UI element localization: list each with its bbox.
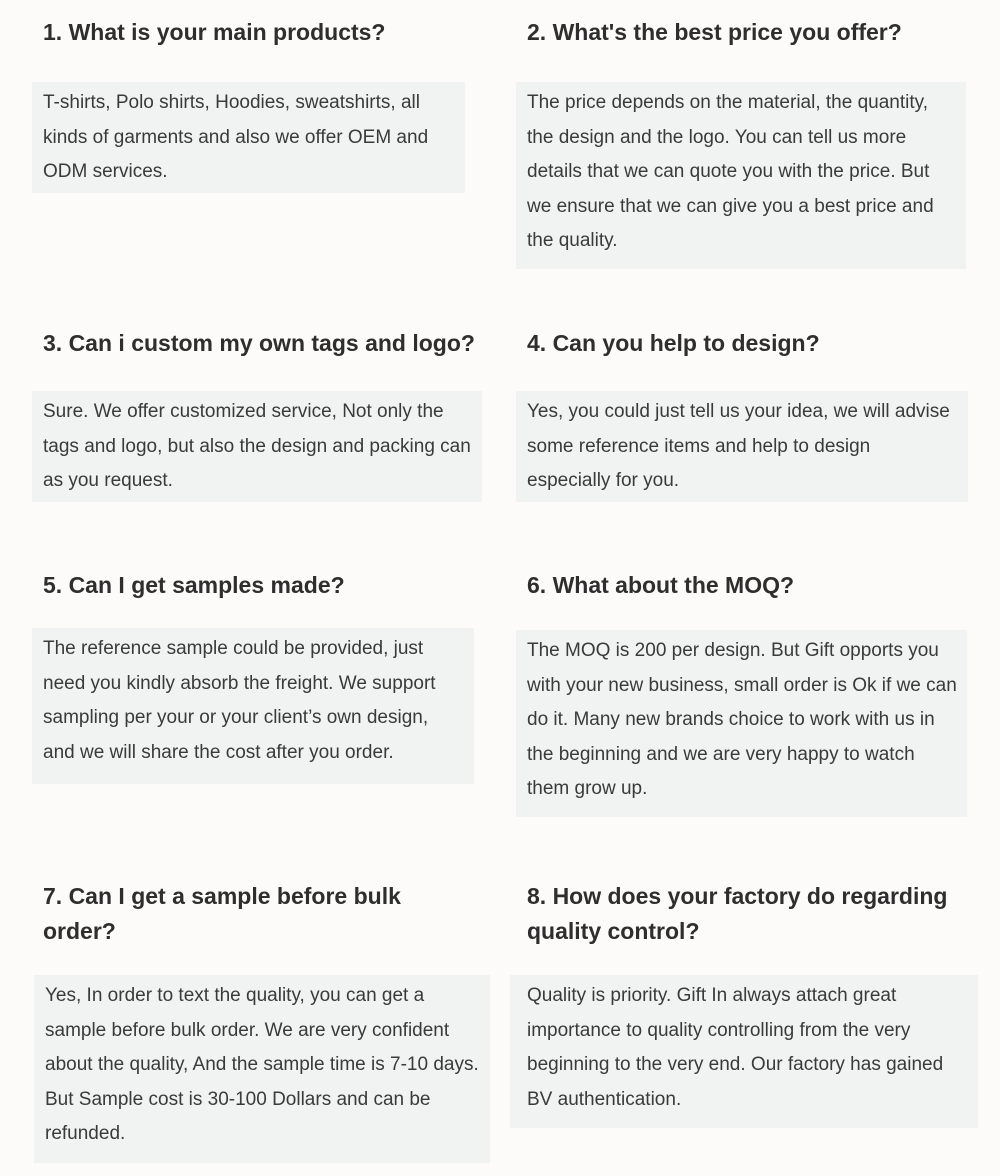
faq-question-3: 3. Can i custom my own tags and logo? xyxy=(43,330,475,356)
faq-answer-8: Quality is priority. Gift In always attach great importance to quality controlling from the very beginning to the very end. Our factory has gained BV authentication. xyxy=(510,975,978,1128)
faq-answer-7: Yes, In order to text the quality, you can get a sample before bulk order. We are very confident about the quality, And the sample time is 7-10 days. But Sample cost is 30-100 Dollars and can be refunded. xyxy=(34,975,490,1163)
faq-question-1: 1. What is your main products? xyxy=(43,19,386,45)
faq-question-8: 8. How does your factory do regarding quality control? xyxy=(527,883,948,944)
faq-question-2: 2. What's the best price you offer? xyxy=(527,19,902,45)
faq-question-6: 6. What about the MOQ? xyxy=(527,572,795,598)
faq-answer-2: The price depends on the material, the quantity, the design and the logo. You can tell us more details that we can quote you with the price. But we ensure that we can give you a best price and the quality. xyxy=(516,82,966,269)
faq-answer-3: Sure. We offer customized service, Not only the tags and logo, but also the design and packing can as you request. xyxy=(32,391,482,502)
faq-answer-4: Yes, you could just tell us your idea, we will advise some reference items and help to design especially for you. xyxy=(516,391,968,502)
faq-question-7: 7. Can I get a sample before bulk order? xyxy=(43,883,401,944)
faq-answer-6: The MOQ is 200 per design. But Gift opports you with your new business, small order is Ok if we can do it. Many new brands choice to work with us in the beginning and we are very happy to watch them grow up. xyxy=(516,630,967,817)
faq-answer-1: T-shirts, Polo shirts, Hoodies, sweatshirts, all kinds of garments and also we offer OEM and ODM services. xyxy=(32,82,465,193)
faq-answer-5: The reference sample could be provided, just need you kindly absorb the freight. We support sampling per your or your client’s own design, and we will share the cost after you order. xyxy=(32,628,474,784)
faq-question-4: 4. Can you help to design? xyxy=(527,330,820,356)
faq-question-5: 5. Can I get samples made? xyxy=(43,572,345,598)
